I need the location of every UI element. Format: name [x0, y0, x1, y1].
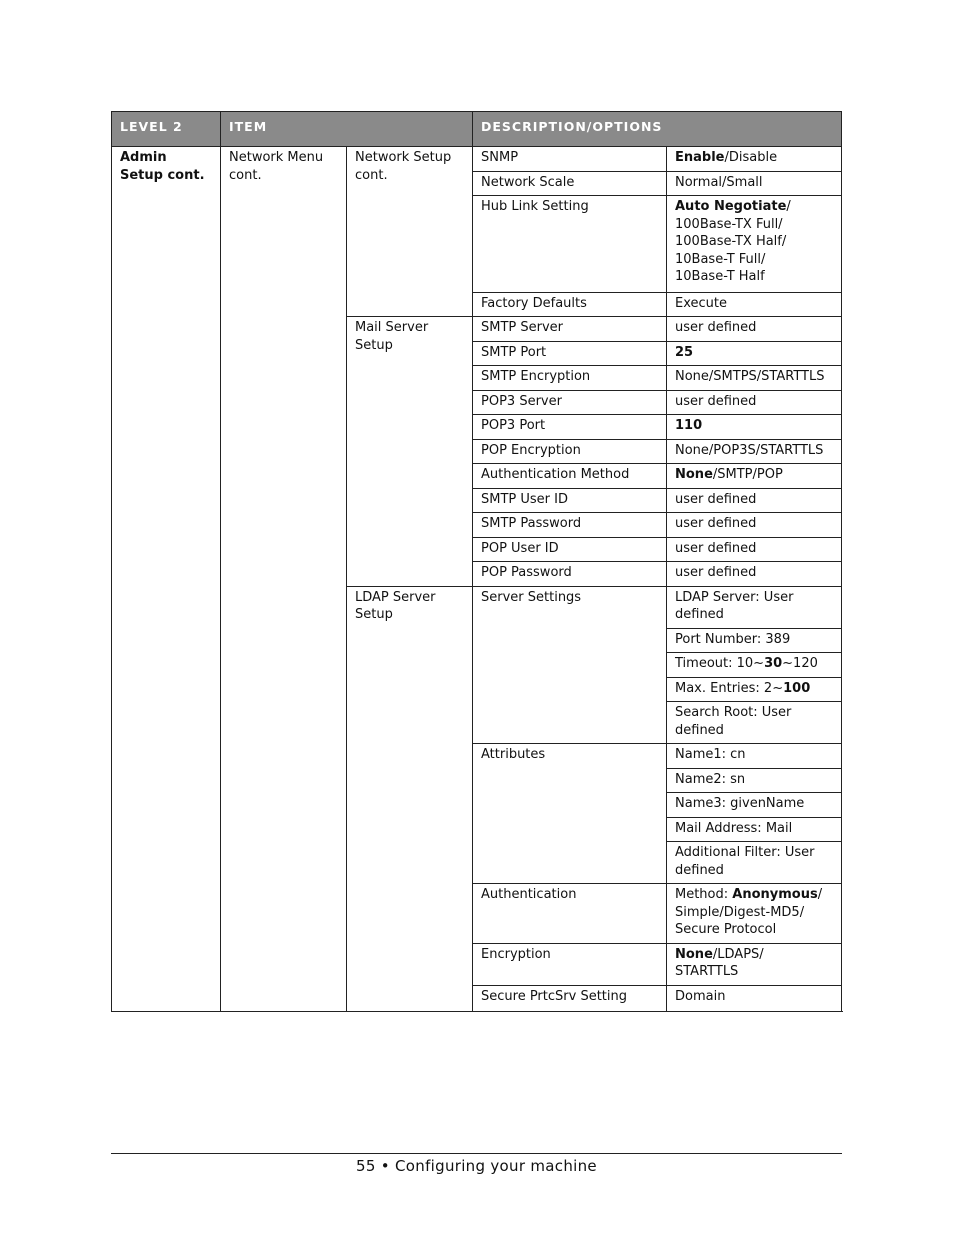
row-name: Attributes [473, 744, 667, 884]
row-name: POP Password [473, 562, 667, 587]
group-mail-server-setup: Mail Server Setup [347, 317, 473, 587]
row-name: POP3 Port [473, 415, 667, 440]
row-option: user defined [667, 488, 842, 513]
row-option: user defined [667, 562, 842, 587]
row-name: Encryption [473, 943, 667, 985]
row-option: Mail Address: Mail [667, 817, 842, 842]
row-option: Name3: givenName [667, 793, 842, 818]
row-name: SMTP Server [473, 317, 667, 342]
row-option: Port Number: 389 [667, 628, 842, 653]
header-description: DESCRIPTION/OPTIONS [473, 112, 842, 147]
row-name: Server Settings [473, 586, 667, 744]
row-option: None/LDAPS/ STARTTLS [667, 943, 842, 985]
row-name: POP Encryption [473, 439, 667, 464]
row-option: user defined [667, 390, 842, 415]
row-option: Search Root: User defined [667, 702, 842, 744]
row-name: Factory Defaults [473, 292, 667, 317]
header-item: ITEM [221, 112, 473, 147]
group-ldap-server-setup: LDAP Server Setup [347, 586, 473, 1012]
row-option: Enable/Disable [667, 147, 842, 172]
row-option: LDAP Server: User defined [667, 586, 842, 628]
table-header-row [112, 112, 842, 147]
row-name: SMTP Port [473, 341, 667, 366]
row-option: 25 [667, 341, 842, 366]
row-option: Normal/Small [667, 171, 842, 196]
item-cell: Network Menu cont. [221, 147, 347, 1012]
row-option: user defined [667, 317, 842, 342]
row-option: 110 [667, 415, 842, 440]
row-name: POP3 Server [473, 390, 667, 415]
row-option: Method: Anonymous/ Simple/Digest-MD5/ Secure Protocol [667, 884, 842, 944]
group-secure-prtcsrv-setting: Secure PrtcSrv Setting [473, 985, 667, 1012]
row-option: Auto Negotiate/ 100Base-TX Full/ 100Base-TX Half/ 10Base-T Full/ 10Base-T Half [667, 196, 842, 293]
row-option: Name2: sn [667, 768, 842, 793]
row-name: Domain [667, 985, 842, 1012]
row-option: None/POP3S/STARTTLS [667, 439, 842, 464]
row-name: Authentication [473, 884, 667, 944]
row-option: Execute [667, 292, 842, 317]
row-name: Hub Link Setting [473, 196, 667, 293]
footer-divider [111, 1153, 842, 1154]
row-name: SMTP User ID [473, 488, 667, 513]
row-option: None/SMTPS/STARTTLS [667, 366, 842, 391]
row-option: Timeout: 10~30~120 [667, 653, 842, 678]
header-level2: LEVEL 2 [112, 112, 221, 147]
row-option: None/SMTP/POP [667, 464, 842, 489]
group-network-setup: Network Setup cont. [347, 147, 473, 317]
row-name: Network Scale [473, 171, 667, 196]
row-option: user defined [667, 537, 842, 562]
row-name: Authentication Method [473, 464, 667, 489]
row-name: SMTP Password [473, 513, 667, 538]
settings-table [111, 111, 842, 1012]
page-footer: 55 • Configuring your machine [356, 1157, 597, 1175]
row-name: POP User ID [473, 537, 667, 562]
table-row [112, 147, 842, 172]
row-option: Additional Filter: User defined [667, 842, 842, 884]
row-name: SNMP [473, 147, 667, 172]
row-name: SMTP Encryption [473, 366, 667, 391]
level2-cell: Admin Setup cont. [112, 147, 221, 1012]
row-option: Max. Entries: 2~100 [667, 677, 842, 702]
row-option: Name1: cn [667, 744, 842, 769]
row-option: user defined [667, 513, 842, 538]
